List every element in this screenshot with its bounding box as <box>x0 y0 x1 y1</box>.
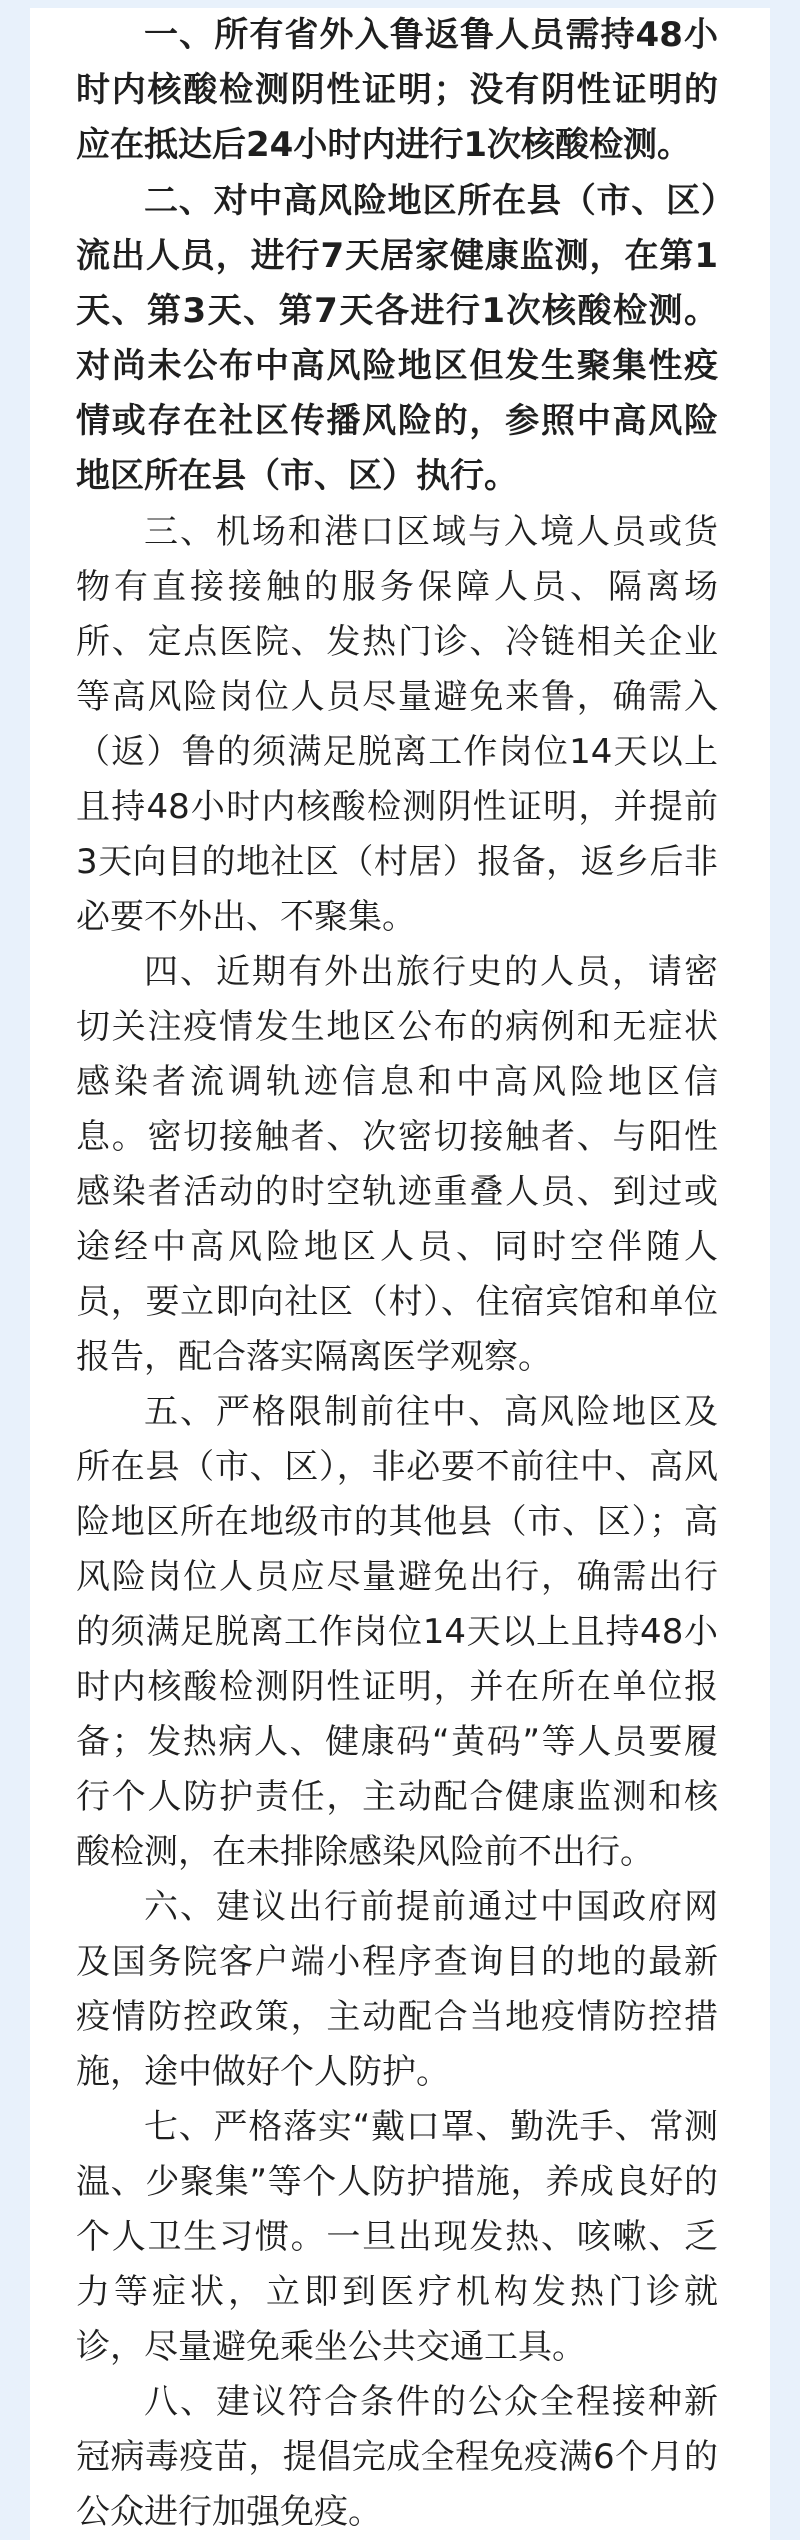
article-body <box>30 8 770 2540</box>
paragraph-5: 五、严格限制前往中、高风险地区及所在县（市、区），非必要不前往中、高风险地区所在地级市的其他县（市、区）；高风险岗位人员应尽量避免出行，确需出行的须满足脱离工作岗位14天以上且持48小时内核酸检测阴性证明，并在所在单位报备；发热病人、健康码“黄码”等人员要履行个人防护责任，主动配合健康监测和核酸检测，在未排除感染风险前不出行。 <box>76 1392 718 1872</box>
paragraph-4: 四、近期有外出旅行史的人员，请密切关注疫情发生地区公布的病例和无症状感染者流调轨迹信息和中高风险地区信息。密切接触者、次密切接触者、与阳性感染者活动的时空轨迹重叠人员、到过或途经中高风险地区人员、同时空伴随人员，要立即向社区（村）、住宿宾馆和单位报告，配合落实隔离医学观察。 <box>76 952 718 1377</box>
paragraph-1: 一、所有省外入鲁返鲁人员需持48小时内核酸检测阴性证明；没有阴性证明的应在抵达后24小时内进行1次核酸检测。 <box>76 15 718 165</box>
paragraph-6: 六、建议出行前提前通过中国政府网及国务院客户端小程序查询目的地的最新疫情防控政策，主动配合当地疫情防控措施，途中做好个人防护。 <box>76 1887 718 2092</box>
paragraph-7: 七、严格落实“戴口罩、勤洗手、常测温、少聚集”等个人防护措施，养成良好的个人卫生习惯。一旦出现发热、咳嗽、乏力等症状，立即到医疗机构发热门诊就诊，尽量避免乘坐公共交通工具。 <box>76 2107 718 2367</box>
paragraph-8: 八、建议符合条件的公众全程接种新冠病毒疫苗，提倡完成全程免疫满6个月的公众进行加强免疫。 <box>76 2382 718 2532</box>
paragraph-2: 二、对中高风险地区所在县（市、区）流出人员，进行7天居家健康监测，在第1天、第3天、第7天各进行1次核酸检测。对尚未公布中高风险地区但发生聚集性疫情或存在社区传播风险的，参照中高风险地区所在县（市、区）执行。 <box>76 181 718 496</box>
paragraph-3: 三、机场和港口区域与入境人员或货物有直接接触的服务保障人员、隔离场所、定点医院、发热门诊、冷链相关企业等高风险岗位人员尽量避免来鲁，确需入（返）鲁的须满足脱离工作岗位14天以上且持48小时内核酸检测阴性证明，并提前3天向目的地社区（村居）报备，返乡后非必要不外出、不聚集。 <box>76 512 718 937</box>
